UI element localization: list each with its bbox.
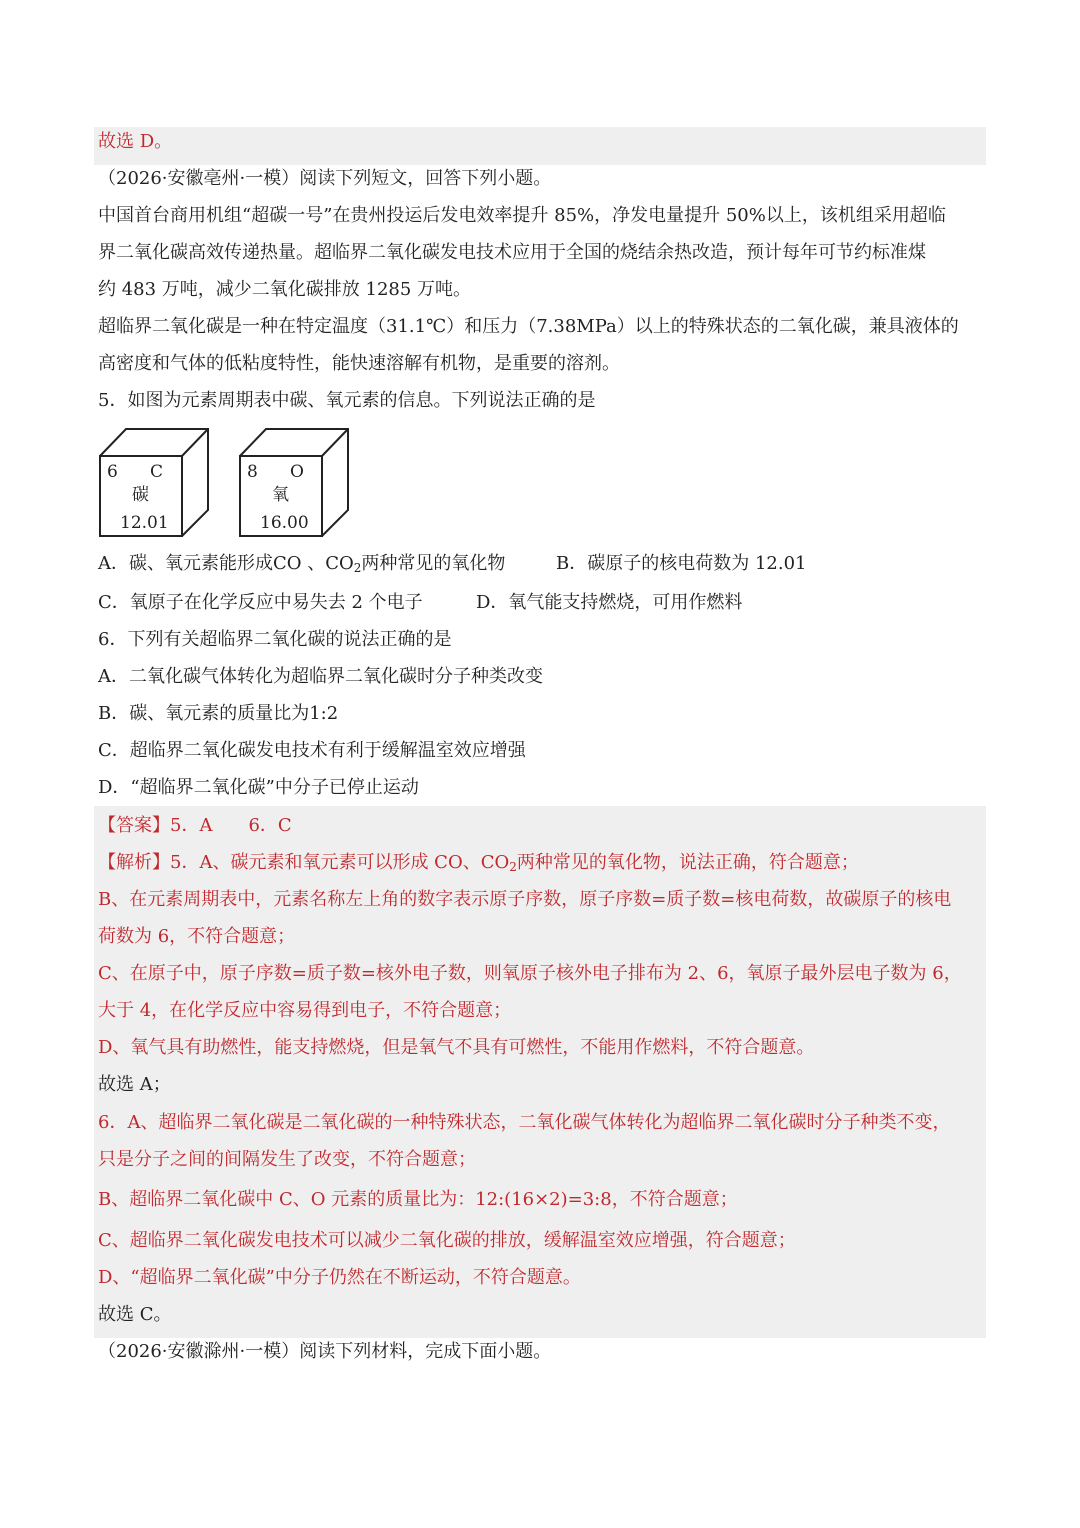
element-name: 氧 bbox=[272, 485, 289, 505]
explanation-line-11: C、超临界二氧化碳发电技术可以减少二氧化碳的排放，缓解温室效应增强，符合题意； bbox=[98, 1230, 796, 1251]
question5-option-a bbox=[98, 553, 505, 575]
previous-answer-text: 故选 D。 bbox=[98, 131, 173, 152]
explanation-text-end: 两种常见的氧化物，说法正确，符合题意； bbox=[516, 852, 859, 873]
previous-answer-shade bbox=[94, 127, 986, 165]
explanation-text: 【解析】5．A、碳元素和氧元素可以形成 CO、CO bbox=[98, 852, 510, 873]
passage1-paragraph2-line2: 高密度和气体的低粘度特性，能快速溶解有机物，是重要的溶剂。 bbox=[98, 353, 620, 374]
explanation-line-10: B、超临界二氧化碳中 C、O 元素的质量比为：12:(16×2)=3:8，不符合题意； bbox=[98, 1189, 738, 1210]
passage1-source: （2026·安徽亳州·一模）阅读下列短文，回答下列小题。 bbox=[98, 168, 552, 189]
explanation-line-2: B、在元素周期表中，元素名称左上角的数字表示原子序数，原子序数=质子数=核电荷数，故碳原子的核电 bbox=[98, 889, 952, 910]
element-card-carbon bbox=[98, 426, 212, 538]
explanation-line-3: 荷数为 6，不符合题意； bbox=[98, 926, 296, 947]
question5-option-d: D．氧气能支持燃烧，可用作燃料 bbox=[476, 592, 743, 613]
passage1-paragraph1-line2: 界二氧化碳高效传递热量。超临界二氧化碳发电技术应用于全国的烧结余热改造，预计每年可节约标准煤 bbox=[98, 242, 926, 263]
passage1-paragraph2-line1: 超临界二氧化碳是一种在特定温度（31.1℃）和压力（7.38MPa）以上的特殊状态的二氧化碳，兼具液体的 bbox=[98, 316, 959, 337]
element-atomic-number: 6 bbox=[107, 462, 118, 482]
question6-option-c: C．超临界二氧化碳发电技术有利于缓解温室效应增强 bbox=[98, 740, 526, 761]
question6-option-b: B．碳、氧元素的质量比为1:2 bbox=[98, 703, 339, 724]
answer-line: 【答案】5．A 6．C bbox=[98, 815, 292, 836]
explanation-line-4: C、在原子中，原子序数=质子数=核外电子数，则氧原子核外电子排布为 2、6，氧原子最外层电子数为 6， bbox=[98, 963, 962, 984]
element-symbol: O bbox=[290, 462, 304, 482]
explanation-line-12: D、“超临界二氧化碳”中分子仍然在不断运动，不符合题意。 bbox=[98, 1267, 581, 1288]
element-symbol: C bbox=[150, 462, 164, 482]
element-card-oxygen bbox=[238, 426, 352, 538]
option-a-text: A．碳、氧元素能形成CO 、CO bbox=[98, 553, 354, 574]
element-atomic-mass: 12.01 bbox=[120, 513, 169, 533]
element-atomic-number: 8 bbox=[247, 462, 258, 482]
question6-option-a: A．二氧化碳气体转化为超临界二氧化碳时分子种类改变 bbox=[98, 666, 543, 687]
passage1-paragraph1-line1: 中国首台商用机组“超碳一号”在贵州投运后发电效率提升 85%，净发电量提升 50%以上，该机组采用超临 bbox=[98, 205, 946, 226]
question5-option-c: C．氧原子在化学反应中易失去 2 个电子 bbox=[98, 592, 423, 613]
passage1-paragraph1-line3: 约 483 万吨，减少二氧化碳排放 1285 万吨。 bbox=[98, 279, 472, 300]
explanation-line-8: 6．A、超临界二氧化碳是二氧化碳的一种特殊状态，二氧化碳气体转化为超临界二氧化碳时分子种类不变， bbox=[98, 1112, 951, 1133]
question5-stem: 5．如图为元素周期表中碳、氧元素的信息。下列说法正确的是 bbox=[98, 390, 596, 411]
question6-option-d: D．“超临界二氧化碳”中分子已停止运动 bbox=[98, 777, 419, 798]
explanation-line-5: 大于 4，在化学反应中容易得到电子，不符合题意； bbox=[98, 1000, 512, 1021]
passage2-source: （2026·安徽滁州·一模）阅读下列材料，完成下面小题。 bbox=[98, 1341, 552, 1362]
explanation-line-9: 只是分子之间的间隔发生了改变，不符合题意； bbox=[98, 1149, 476, 1170]
question6-stem: 6．下列有关超临界二氧化碳的说法正确的是 bbox=[98, 629, 452, 650]
answer-explanation-shade bbox=[94, 806, 986, 1338]
question5-option-b: B．碳原子的核电荷数为 12.01 bbox=[556, 553, 807, 574]
explanation-line-7: 故选 A； bbox=[98, 1074, 171, 1095]
subscript: 2 bbox=[509, 860, 517, 874]
explanation-line-13: 故选 C。 bbox=[98, 1304, 172, 1325]
element-atomic-mass: 16.00 bbox=[260, 513, 309, 533]
element-name: 碳 bbox=[132, 485, 149, 505]
option-a-text-end: 两种常见的氧化物 bbox=[361, 553, 506, 574]
explanation-line-6: D、氧气具有助燃性，能支持燃烧，但是氧气不具有可燃性，不能用作燃料，不符合题意。 bbox=[98, 1037, 815, 1058]
explanation-line-1 bbox=[98, 852, 859, 874]
subscript: 2 bbox=[353, 561, 362, 575]
